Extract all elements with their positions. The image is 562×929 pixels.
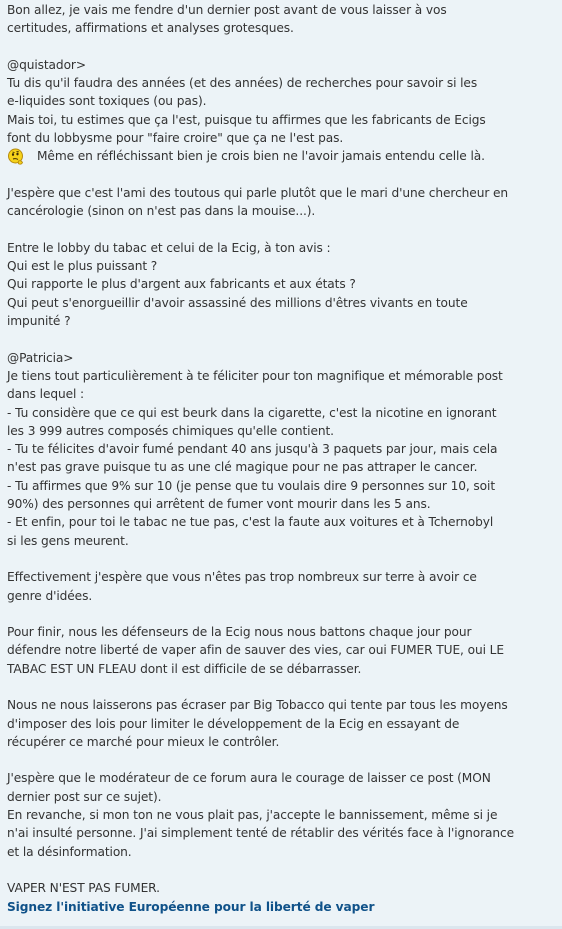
text-line: Pour finir, nous les défenseurs de la Ecig nous nous battons chaque jour pour bbox=[7, 625, 472, 640]
closing-line: VAPER N'EST PAS FUMER. bbox=[7, 881, 160, 896]
signature-link[interactable]: Signez l'initiative Européenne pour la liberté de vaper bbox=[7, 899, 375, 914]
text-line: En revanche, si mon ton ne vous plait pas, j'accepte le bannissement, même si je bbox=[7, 808, 498, 823]
text-line: impunité ? bbox=[7, 314, 71, 329]
paragraph-lobby bbox=[7, 239, 555, 330]
text-line: J'espère que le modérateur de ce forum aura le courage de laisser ce post (MON bbox=[7, 771, 491, 786]
text-line: 90%) des personnes qui arrêtent de fumer vont mourir dans les 5 ans. bbox=[7, 497, 431, 512]
text-line: n'ai insulté personne. J'ai simplement tenté de rétablir des vérités face à l'ignorance bbox=[7, 826, 515, 841]
text-line: défendre notre liberté de vaper afin de sauver des vies, car oui FUMER TUE, oui LE bbox=[7, 643, 504, 658]
text-line: Mais toi, tu estimes que ça l'est, puisque tu affirmes que les fabricants de Ecigs bbox=[7, 112, 486, 127]
text-line: Même en réfléchissant bien je crois bien ne l'avoir jamais entendu celle là. bbox=[37, 149, 485, 164]
paragraph-toutous bbox=[7, 184, 555, 221]
text-line: font du lobbysme pour "faire croire" que ça ne l'est pas. bbox=[7, 131, 344, 146]
paragraph-effectivement bbox=[7, 568, 555, 605]
text-line: Qui peut s'enorgueillir d'avoir assassiné des millions d'êtres vivants en toute bbox=[7, 295, 468, 310]
paragraph-big-tobacco bbox=[7, 696, 555, 751]
paragraph-pour-finir bbox=[7, 623, 555, 678]
text-line: si les gens meurent. bbox=[7, 533, 129, 548]
text-line: J'espère que c'est l'ami des toutous qui parle plutôt que le mari d'une chercheur en bbox=[7, 185, 509, 200]
text-line: et la désinformation. bbox=[7, 844, 132, 859]
text-line: e-liquides sont toxiques (ou pas). bbox=[7, 94, 207, 109]
text-line: n'est pas grave puisque tu as une clé magique pour ne pas attraper le cancer. bbox=[7, 460, 478, 475]
post-closing bbox=[7, 879, 555, 916]
paragraph-reply-quistador bbox=[7, 56, 555, 166]
text-line: dans lequel : bbox=[7, 387, 85, 402]
text-line: Bon allez, je vais me fendre d'un dernier post avant de vous laisser à vos bbox=[7, 3, 447, 17]
thinking-smiley-icon bbox=[7, 148, 25, 166]
text-line: cancérologie (sinon on n'est pas dans la mouise...). bbox=[7, 204, 316, 219]
smiley-line bbox=[7, 147, 555, 165]
text-line: Je tiens tout particulièrement à te féliciter pour ton magnifique et mémorable post bbox=[7, 368, 503, 383]
text-line: Qui rapporte le plus d'argent aux fabricants et aux états ? bbox=[7, 277, 356, 292]
text-line: les 3 999 autres composés chimiques qu'elle contient. bbox=[7, 423, 334, 438]
mention-quistador: @quistador> bbox=[7, 57, 86, 72]
text-line: - Et enfin, pour toi le tabac ne tue pas, c'est la faute aux voitures et à Tchernobyl bbox=[7, 515, 494, 530]
text-line: Entre le lobby du tabac et celui de la Ecig, à ton avis : bbox=[7, 240, 331, 255]
text-line: - Tu affirmes que 9% sur 10 (je pense que tu voulais dire 9 personnes sur 10, soit bbox=[7, 478, 496, 493]
text-line: dernier post sur ce sujet). bbox=[7, 789, 162, 804]
text-line: certitudes, affirmations et analyses grotesques. bbox=[7, 21, 294, 36]
text-line: Qui est le plus puissant ? bbox=[7, 259, 158, 274]
paragraph-moderateur bbox=[7, 769, 555, 860]
mention-patricia: @Patricia> bbox=[7, 350, 74, 365]
text-line: Nous ne nous laisserons pas écraser par Big Tobacco qui tente par tous les moyens bbox=[7, 698, 508, 713]
paragraph-intro bbox=[7, 1, 555, 38]
paragraph-reply-patricia bbox=[7, 349, 555, 550]
text-line: récupérer ce marché pour mieux le contrôler. bbox=[7, 734, 280, 749]
text-line: - Tu considère que ce qui est beurk dans la cigarette, c'est la nicotine en ignorant bbox=[7, 405, 497, 420]
text-line: d'imposer des lois pour limiter le développement de la Ecig en essayant de bbox=[7, 716, 460, 731]
text-line: - Tu te félicites d'avoir fumé pendant 40 ans jusqu'à 3 paquets par jour, mais cela bbox=[7, 442, 498, 457]
text-line: TABAC EST UN FLEAU dont il est difficile de se débarrasser. bbox=[7, 661, 362, 676]
text-line: Effectivement j'espère que vous n'êtes pas trop nombreux sur terre à avoir ce bbox=[7, 570, 477, 585]
text-line: genre d'idées. bbox=[7, 588, 93, 603]
text-line: Tu dis qu'il faudra des années (et des années) de recherches pour savoir si les bbox=[7, 76, 478, 91]
